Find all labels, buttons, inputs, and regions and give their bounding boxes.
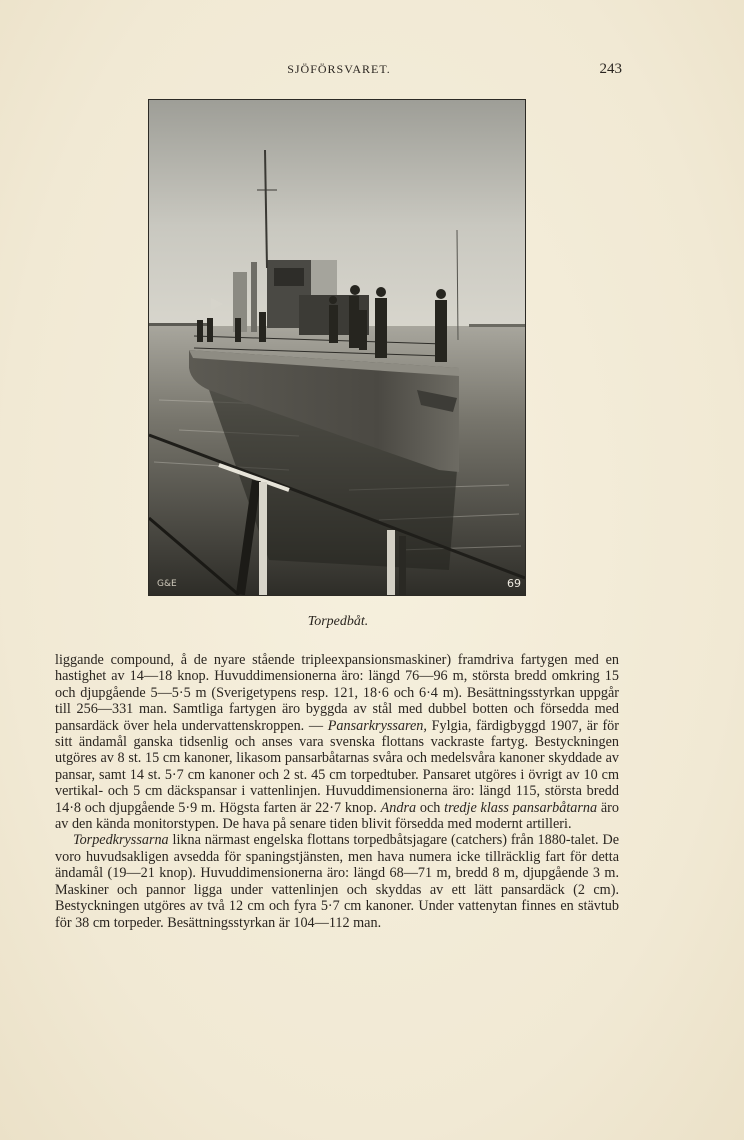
text-run: äro av den kända monitorstypen. De hava på senare tiden blivit försedda med modernt artilleri. [55, 799, 619, 833]
text-run: Fylgia, färdigbyggd 1907, är för sitt ändamål ganska tidsenlig och anses vara svenska flottans vackraste fartyg. Bestyckningen utgöres av 8 st. 15 cm kanoner, likasom pansarbåtarnas svåra och medelsvåra kanoner skyddade av pansar, samt 14 st. 5·7 cm kanoner och 2 st. 45 cm torpedtuber. Pansaret utgöres i övrigt av 10 cm vertikal- och 5 cm däckspansar i vattenlinjen. Huvuddimensionerna äro: längd 115, största bredd 14·8 och djupgående 5·9 m. Högsta farten är 22·7 knop. [55, 717, 619, 816]
figure-caption: Torpedbåt. [307, 614, 369, 629]
photo-number: 69 [507, 577, 521, 590]
text-run: liggande compound, å de nyare stående tripleexpansionsmaskiner) framdriva fartygen med en hastighet av 14—18 knop. Huvuddimensionerna äro: längd 76—96 m, största bredd omkring 15 och djupgående 5—5·5 m (Sverigetypens resp. 121, 18·6 och 6·4 m). Besättningsstyrkan uppgår till 256—331 man. Samtliga fartygen äro byggda av stål med dubbel botten och försedda med pansardäck över hela undervattenskroppen. — [55, 652, 619, 734]
text-run: och [416, 799, 445, 816]
paragraph-2 [55, 832, 619, 930]
italic-term: tredje klass pansarbåtarna [444, 799, 598, 816]
paragraph-1 [55, 652, 619, 832]
torpedo-boat-photograph [149, 100, 525, 595]
italic-term: Pansarkryssaren, [327, 717, 427, 734]
running-title: SJÖFÖRSVARET. [287, 62, 391, 76]
photo-credit-mark: G&E [157, 579, 177, 589]
page-number: 243 [599, 61, 622, 77]
italic-term: Torpedkryssarna [73, 832, 169, 849]
page-header [0, 62, 744, 82]
italic-term: Andra [380, 799, 417, 816]
body-text [55, 652, 619, 931]
photo-illustration [149, 100, 525, 595]
text-run: likna närmast engelska flottans torpedbåtsjagare (catchers) från 1880-talet. De voro huvudsakligen avsedda för spaningstjänsten, men hava numera icke tillräcklig fart för detta ändamål (19—21 knop). Huvuddimensionerna äro: längd 68—71 m, bredd 8 m, djupgående 3 m. Maskiner och pannor ligga under vattenlinjen och skyddas av ett lätt pansardäck (2 cm). Bestyckningen utgöres av två 12 cm och fyra 5·7 cm kanoner. Under vattenytan finnes en stävtub för 38 cm torpeder. Besättningsstyrkan är 104—112 man. [55, 832, 619, 931]
